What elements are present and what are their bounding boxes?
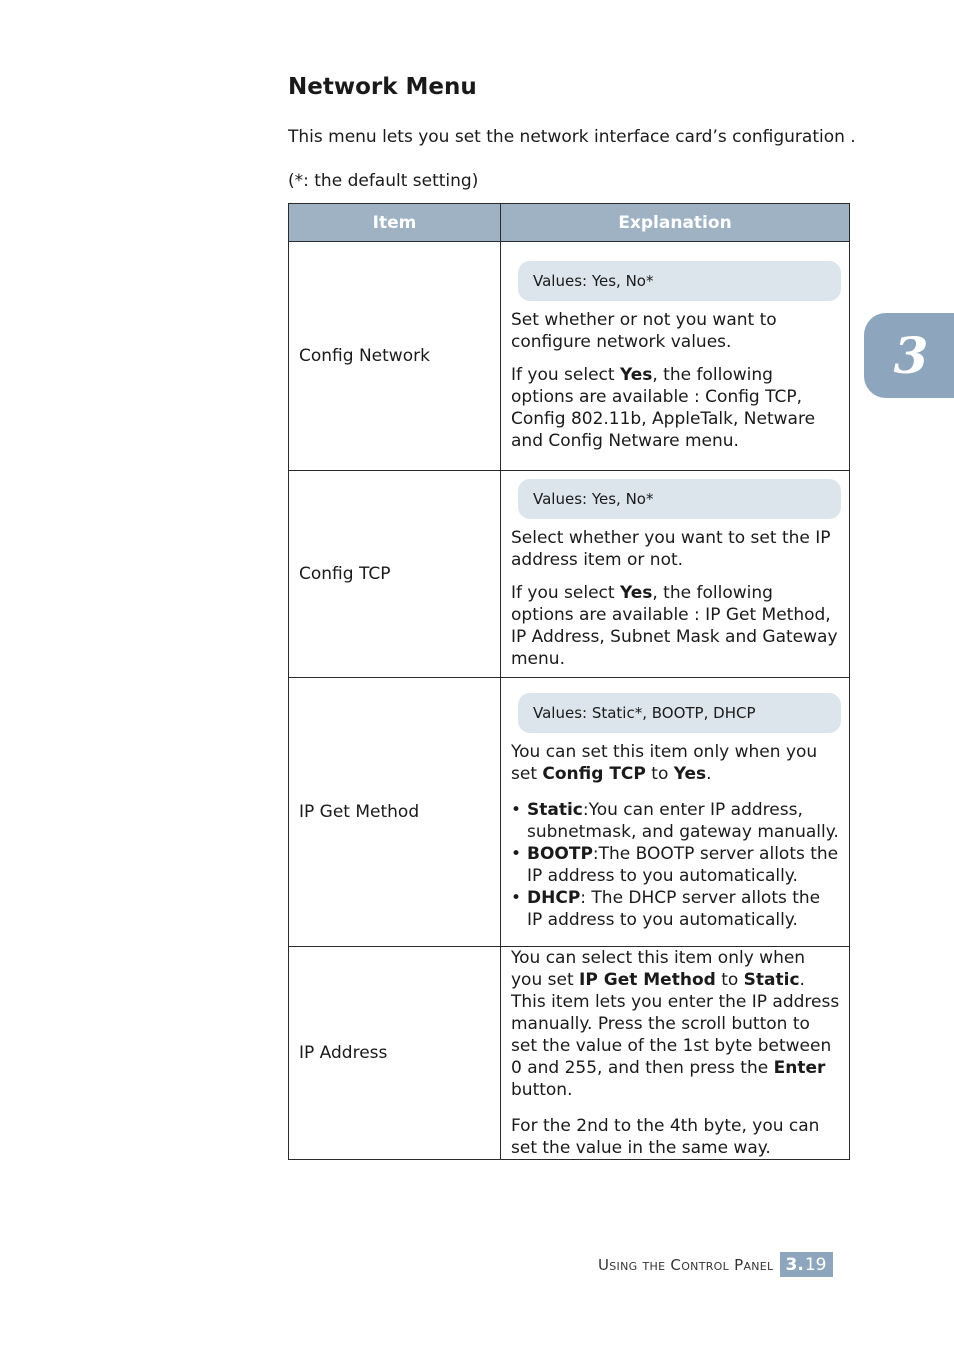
explanation-cell	[501, 471, 850, 678]
table-header-row	[289, 204, 850, 242]
description: Set whether or not you want to configure network values.	[511, 309, 777, 352]
values-box: Values: Yes, No*	[518, 479, 841, 519]
chapter-number: 3	[893, 326, 929, 385]
page-number: 3. 19	[780, 1252, 833, 1277]
description: For the 2nd to the 4th byte, you can set the value in the same way.	[511, 1116, 820, 1158]
table-row	[289, 678, 850, 947]
chapter-tab	[864, 313, 954, 398]
description: Select whether you want to set the IP address item or not.	[511, 527, 831, 570]
item-ip-address: IP Address	[289, 947, 501, 1160]
network-menu-table	[288, 203, 850, 1160]
footer-title: Using the Control Panel	[598, 1255, 774, 1274]
table-row	[289, 471, 850, 678]
item-config-tcp: Config TCP	[289, 471, 501, 678]
explanation-cell	[501, 947, 850, 1160]
description: If you select Yes, the following options are available : IP Get Method, IP Address, Subnet Mask and Gateway menu.	[511, 582, 838, 669]
explanation-cell	[501, 242, 850, 471]
description: If you select Yes, the following options are available : Config TCP, Config 802.11b, AppleTalk, Netware and Config Netware menu.	[511, 364, 816, 451]
table-row	[289, 242, 850, 471]
description: You can set this item only when you set Config TCP to Yes.	[511, 742, 818, 784]
description: You can select this item only when you set IP Get Method to Static. This item lets you enter the IP address manually. Press the scroll button to set the value of the 1st byte between 0 and 255, and then press the Enter button.	[511, 948, 840, 1100]
values-box: Values: Yes, No*	[518, 261, 841, 301]
page-footer	[598, 1252, 833, 1277]
bullet-icon: •	[511, 888, 522, 908]
table-row	[289, 947, 850, 1160]
list-item: • Static:You can enter IP address, subnetmask, and gateway manually.	[511, 800, 839, 842]
item-config-network: Config Network	[289, 242, 501, 471]
list-item: • BOOTP:The BOOTP server allots the IP address to you automatically.	[511, 844, 839, 886]
bullet-icon: •	[511, 800, 522, 820]
header-item: Item	[289, 204, 501, 242]
header-explanation: Explanation	[501, 204, 850, 242]
bullet-list	[511, 799, 840, 931]
page-title: Network Menu	[288, 74, 477, 100]
bullet-icon: •	[511, 844, 522, 864]
item-ip-get-method: IP Get Method	[289, 678, 501, 947]
list-item: • DHCP: The DHCP server allots the IP address to you automatically.	[511, 888, 821, 930]
values-box: Values: Static*, BOOTP, DHCP	[518, 693, 841, 733]
intro-text: This menu lets you set the network interface card’s configuration .	[288, 127, 856, 147]
explanation-cell	[501, 678, 850, 947]
default-setting-note: (*: the default setting)	[288, 171, 479, 191]
